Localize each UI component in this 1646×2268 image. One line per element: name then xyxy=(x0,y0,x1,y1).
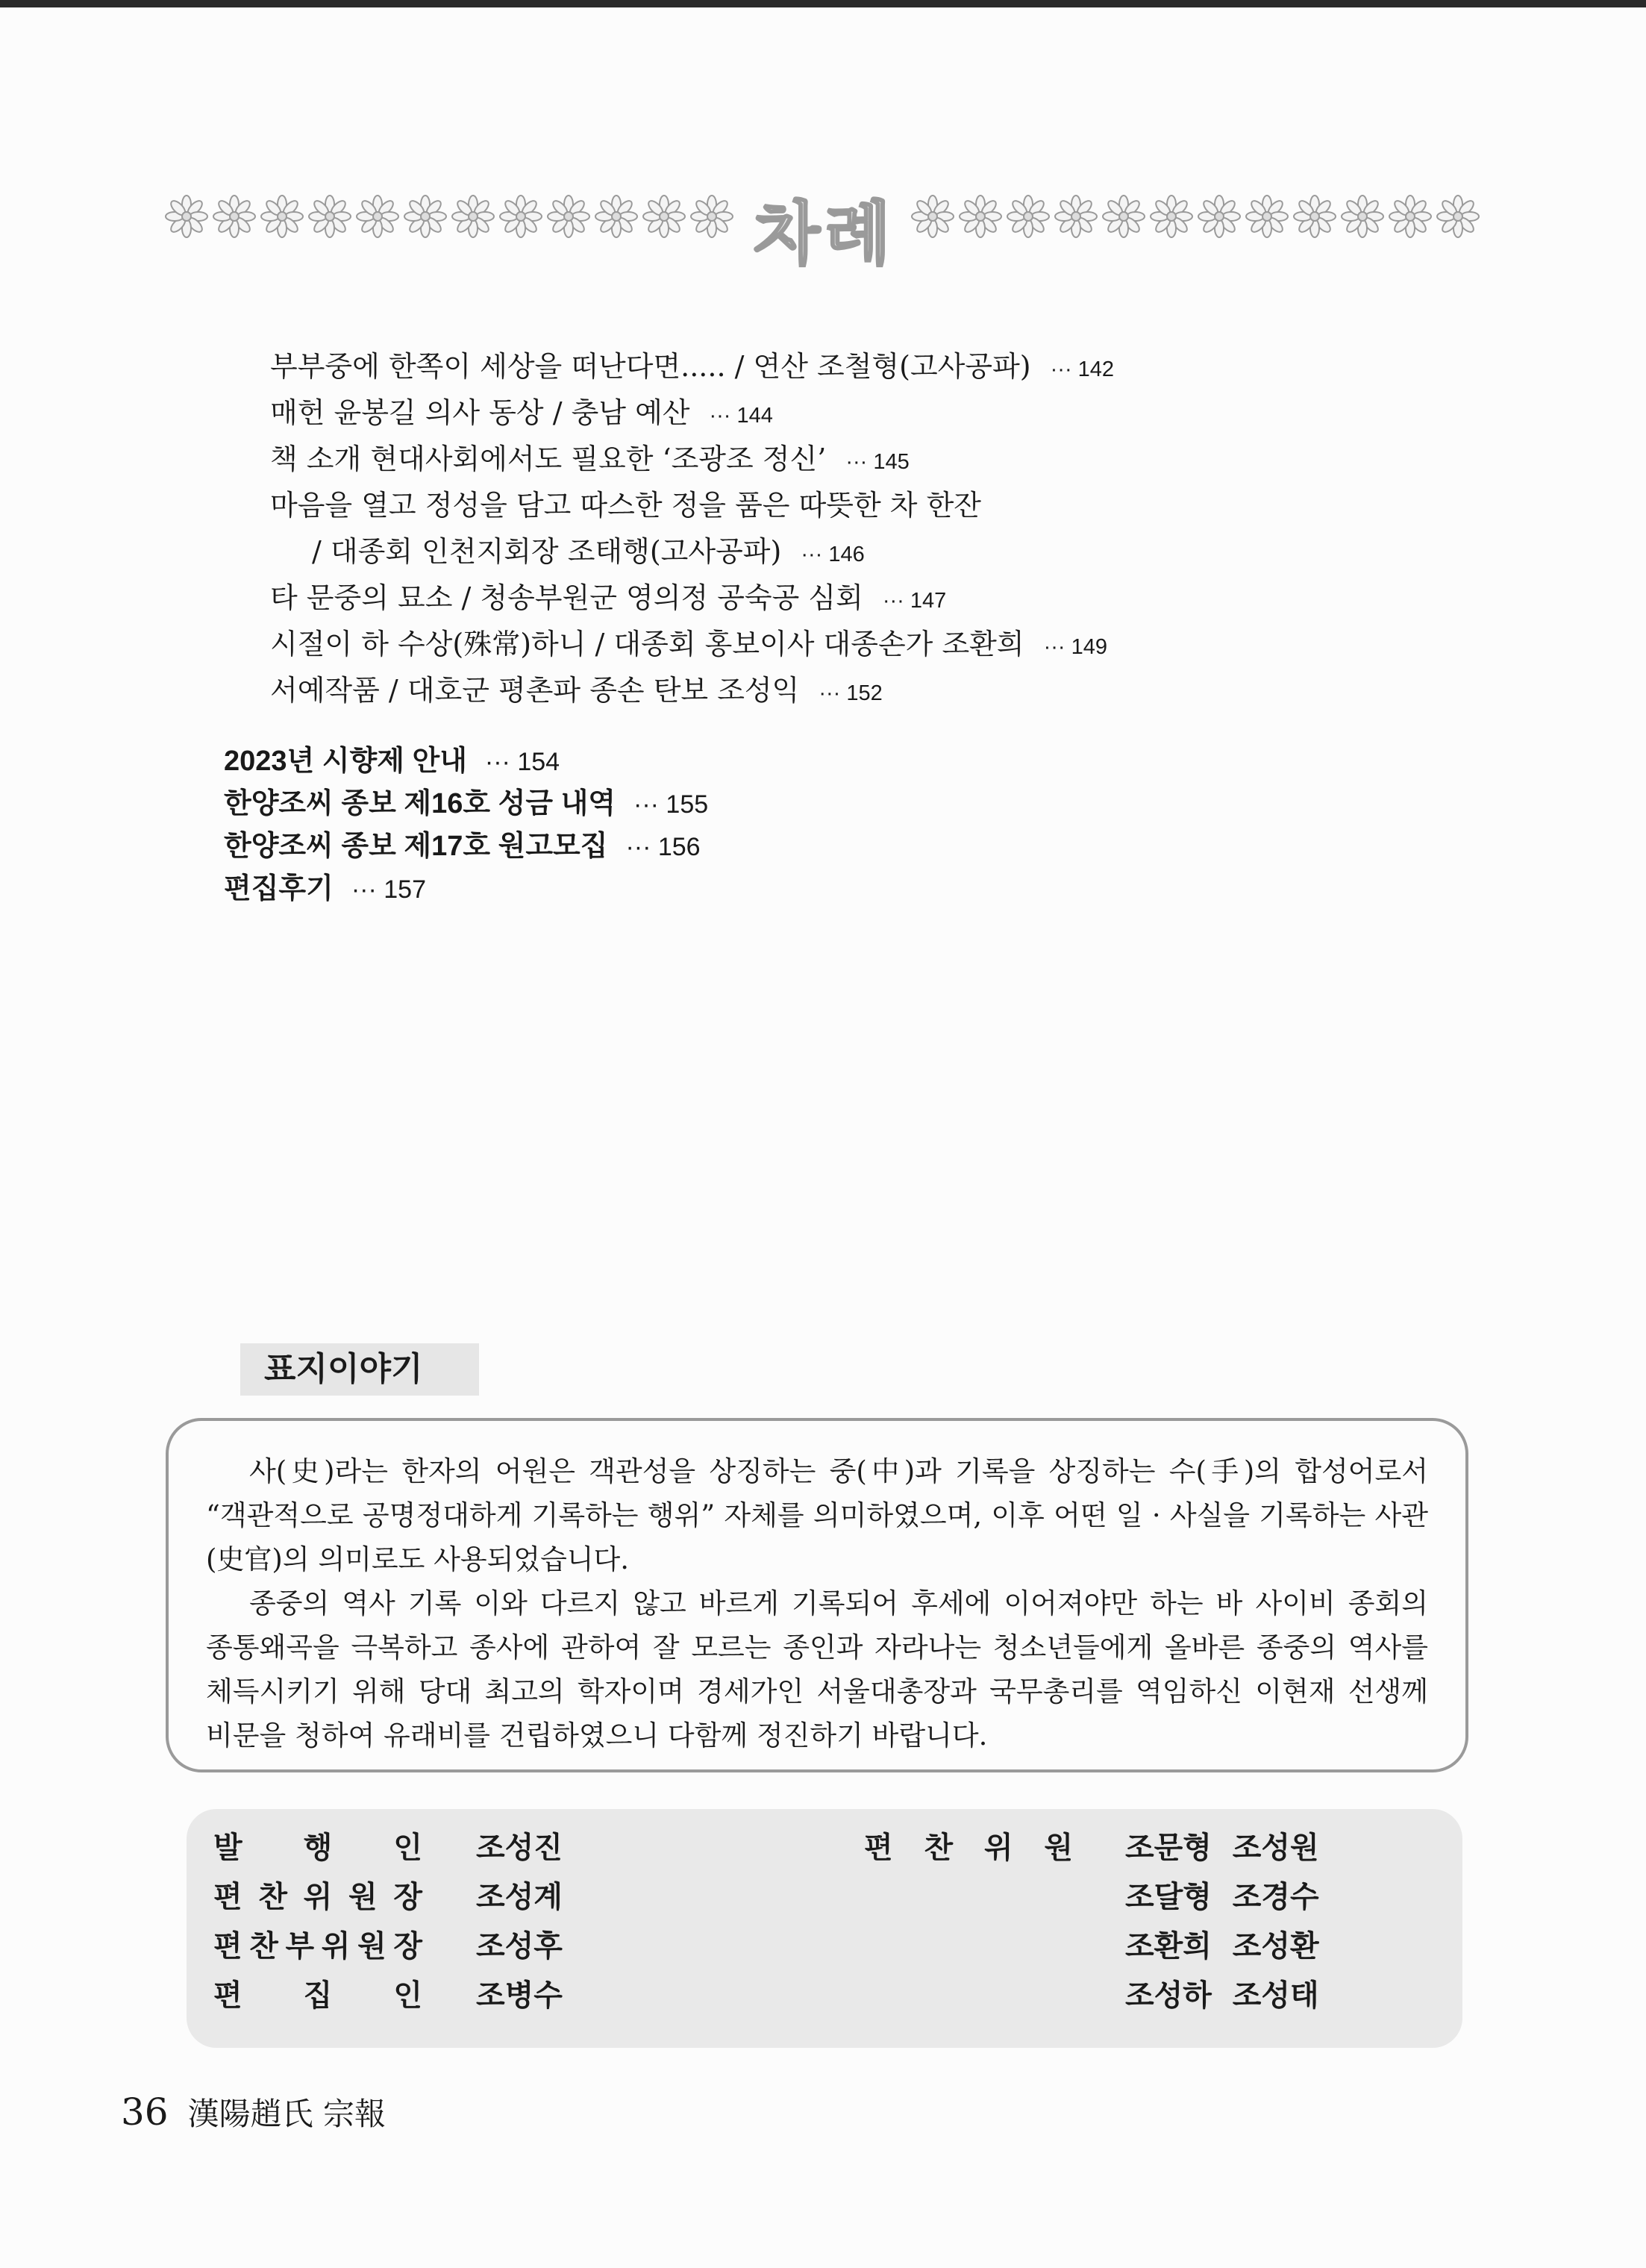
role-char: 인 xyxy=(393,1978,422,2013)
toc-item: 부부중에 한쪽이 세상을 떠난다면..... / 연산 조철형(고사공파) ··· 142 xyxy=(270,350,1115,383)
role-char: 편 xyxy=(213,1978,242,2013)
role-char: 원 xyxy=(1044,1831,1073,1865)
toc-item: 서예작품 / 대호군 평촌파 종손 탄보 조성익 ··· 152 xyxy=(270,674,883,707)
flower-ornament-icon xyxy=(642,194,686,239)
page-title: 차례 xyxy=(754,194,895,274)
staff-row-chair xyxy=(213,1875,601,1919)
staff-row-publisher xyxy=(213,1825,601,1870)
role-char: 행 xyxy=(303,1831,333,1865)
cover-story-paragraph: 종중의 역사 기록 이와 다르지 않고 바르게 기록되어 후세에 이어져야만 하는 바 사이비 종회의 종통왜곡을 극복하고 종사에 관하여 잘 모르는 종인과 자라나는 청소년들에게 올바른 종중의 역사를 체득시키기 위해 당대 최고의 학자이며 경세가인 서울대총장과 국무총리를 역임하신 이현재 선생께 비문을 청하여 유래비를 건립하였으니 다함께 정진하기 바랍니다. xyxy=(206,1587,1428,1752)
role-char: 원 xyxy=(348,1880,378,1914)
staff-row-committee xyxy=(864,1825,1088,1870)
role-char: 편 xyxy=(213,1929,242,1964)
toc-item: 한양조씨 종보 제17호 원고모집 ··· 156 xyxy=(224,831,701,862)
role-char: 찬 xyxy=(258,1880,287,1914)
role-char: 위 xyxy=(321,1929,351,1964)
role-char: 찬 xyxy=(924,1831,954,1865)
flower-ornament-icon xyxy=(355,194,400,239)
flower-ornament-icon xyxy=(260,194,304,239)
flower-ornament-icon xyxy=(1149,194,1194,239)
top-rule xyxy=(0,0,1646,7)
role-char: 발 xyxy=(213,1831,242,1865)
cover-story-box xyxy=(166,1418,1468,1772)
toc-item: 시절이 하 수상(殊常)하니 / 대종회 홍보이사 대종손가 조환희 ··· 149 xyxy=(270,628,1108,660)
toc-item: 책 소개 현대사회에서도 필요한 ‘조광조 정신’ ··· 145 xyxy=(270,443,910,475)
flower-ornament-icon xyxy=(212,194,257,239)
committee-names xyxy=(1125,1825,1319,1870)
role-char: 위 xyxy=(303,1880,333,1914)
role-char: 편 xyxy=(213,1880,242,1914)
flower-ornament-icon xyxy=(1054,194,1098,239)
role-char: 찬 xyxy=(249,1929,278,1964)
flower-ornament-icon xyxy=(594,194,639,239)
flower-ornament-icon xyxy=(910,194,955,239)
staff-role-label xyxy=(213,1924,422,1969)
staff-name: 조경수 xyxy=(1232,1880,1319,1914)
staff-role-label xyxy=(213,1973,422,2018)
staff-credits xyxy=(187,1809,1462,2048)
page-number: 36 xyxy=(121,2090,169,2134)
staff-name: 조성후 xyxy=(476,1929,563,1964)
committee-names xyxy=(1125,1875,1319,1919)
toc-item: 편집후기 ··· 157 xyxy=(224,873,426,905)
flower-ornament-icon xyxy=(1006,194,1051,239)
flower-ornament-icon xyxy=(498,194,543,239)
flower-ornament-icon xyxy=(164,194,209,239)
toc-item: 타 문중의 묘소 / 청송부원군 영의정 공숙공 심회 ··· 147 xyxy=(270,581,947,614)
flower-ornament-icon xyxy=(1292,194,1337,239)
toc-item: 매헌 윤봉길 의사 동상 / 충남 예산 ··· 144 xyxy=(270,396,773,429)
flower-ornament-icon xyxy=(689,194,734,239)
staff-name: 조환희 xyxy=(1125,1929,1212,1964)
staff-role-label xyxy=(864,1825,1073,1870)
staff-name: 조성진 xyxy=(476,1831,563,1865)
page-footer xyxy=(121,2090,386,2134)
flower-ornament-icon xyxy=(1388,194,1433,239)
toc-item: 2023년 시향제 안내 ··· 154 xyxy=(224,746,560,777)
role-char: 장 xyxy=(393,1929,422,1964)
cover-story-paragraph: 사(史)라는 한자의 어원은 객관성을 상징하는 중(中)과 기록을 상징하는 수(手)의 합성어로서 “객관적으로 공명정대하게 기록하는 행위” 자체를 의미하였으며, 이후 어떤 일 · 사실을 기록하는 사관(史官)의 의미로도 사용되었습니다. xyxy=(206,1455,1428,1575)
toc-item: 마음을 열고 정성을 담고 따스한 정을 품은 따뜻한 차 한잔 xyxy=(270,489,981,522)
staff-name: 조성하 xyxy=(1125,1978,1212,2013)
staff-name: 조성원 xyxy=(1232,1831,1319,1865)
role-char: 원 xyxy=(357,1929,387,1964)
flower-ornament-icon xyxy=(451,194,495,239)
flower-ornament-icon xyxy=(958,194,1003,239)
toc-list-secondary xyxy=(224,740,1119,910)
committee-names xyxy=(1125,1973,1319,2018)
flower-border-right xyxy=(910,194,1480,239)
toc-item: / 대종회 인천지회장 조태행(고사공파) ··· 146 xyxy=(312,535,865,568)
cover-story-heading: 표지이야기 xyxy=(240,1343,479,1396)
staff-name: 조성환 xyxy=(1232,1929,1319,1964)
staff-row-editor xyxy=(213,1973,601,2018)
role-char: 인 xyxy=(393,1831,422,1865)
toc-list xyxy=(270,345,1240,715)
flower-ornament-icon xyxy=(1436,194,1480,239)
role-char: 집 xyxy=(303,1978,333,2013)
staff-name: 조달형 xyxy=(1125,1880,1212,1914)
flower-ornament-icon xyxy=(403,194,448,239)
role-char: 위 xyxy=(983,1831,1013,1865)
staff-name: 조성계 xyxy=(476,1880,563,1914)
role-char: 편 xyxy=(864,1831,893,1865)
staff-name: 조문형 xyxy=(1125,1831,1212,1865)
staff-role-label xyxy=(213,1825,422,1870)
staff-role-label xyxy=(213,1875,422,1919)
flower-ornament-icon xyxy=(546,194,591,239)
toc-item: 한양조씨 종보 제16호 성금 내역 ··· 155 xyxy=(224,788,709,819)
flower-ornament-icon xyxy=(307,194,352,239)
staff-name: 조병수 xyxy=(476,1978,563,2013)
staff-name: 조성태 xyxy=(1232,1978,1319,2013)
publication-name: 漢陽趙氏 宗報 xyxy=(187,2096,386,2132)
role-char: 장 xyxy=(393,1880,422,1914)
committee-names xyxy=(1125,1924,1319,1969)
role-char: 부 xyxy=(285,1929,315,1964)
flower-ornament-icon xyxy=(1101,194,1146,239)
flower-ornament-icon xyxy=(1245,194,1289,239)
toc-header xyxy=(164,172,1477,274)
flower-ornament-icon xyxy=(1340,194,1385,239)
flower-border-left xyxy=(164,194,734,239)
staff-row-vice-chair xyxy=(213,1924,601,1969)
flower-ornament-icon xyxy=(1197,194,1242,239)
